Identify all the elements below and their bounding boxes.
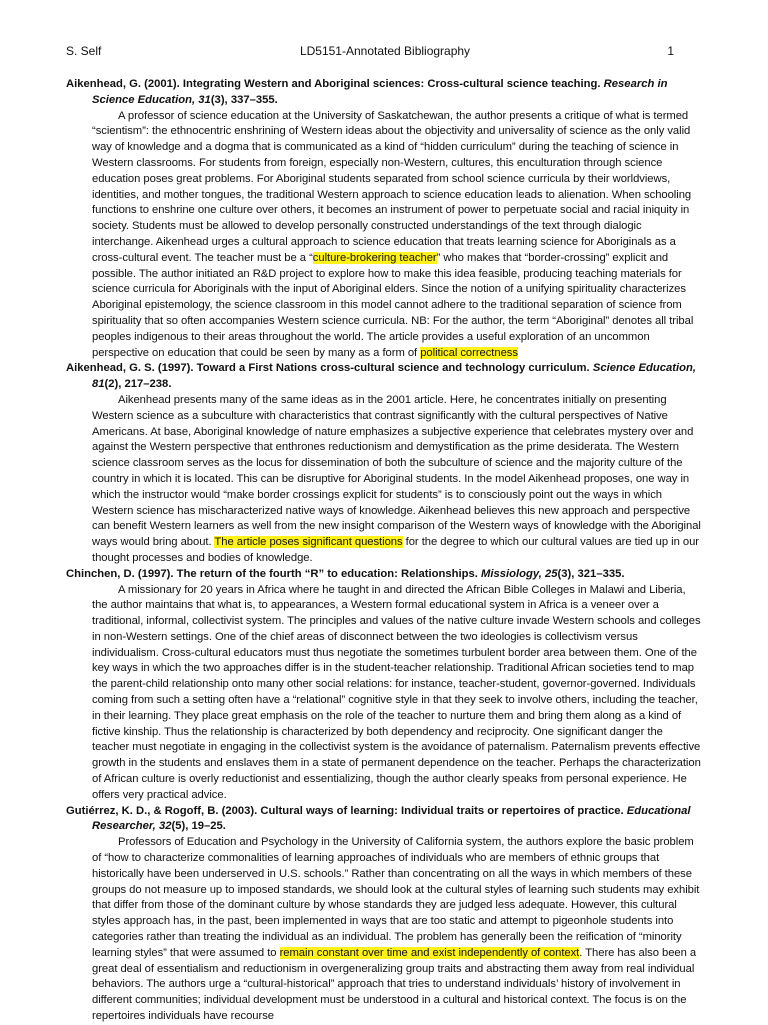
journal-name: Research in Science Education,: [92, 78, 668, 106]
bibliography-entry: [66, 361, 702, 566]
citation-text: Gutiérrez, K. D., & Rogoff, B. (2003). Cultural ways of learning: Individual traits or repertoires of practice.: [66, 804, 624, 817]
annotation-text: A missionary for 20 years in Africa where he taught in and directed the African Bible Colleges in Malawi and Liberia, the author maintains that what is, to appearances, a Western formal educational system in Africa is a veneer over a traditional, informal, collectivist system. The principles and values of the native culture invade Western schools and colleges in non-Western settings. One of the chief areas of disconnect between the two ideologies is collectivism versus individualism. Cross-cultural educators must thus negotiate the sometimes turbulent border area between them. One of the key ways in which the two approaches differ is in the student-teacher relationship. Traditional African societies tend to map the parent-child relationship onto many other social relations: for instance, teacher-student, governor-governed. Individuals coming from such a setting often have a “relational” cognitive style in that they seek to involve others, including the teacher, in their learning. They place great emphasis on the role of the teacher to nurture them and bring them along as a kind of fictive kinship. Thus the relationship is characterized by both dependency and reciprocity. One significant danger the teacher must negotiate in engaging in the collectivist system is the avoidance of paternalism. Paternalism prevents effective growth in the students and enslaves them in a state of permanent dependence on the teacher. Perhaps the characterization of African culture is overly reductionist and essentializing, though the author clearly speaks from personal experience. He offers very practical advice.: [92, 583, 701, 801]
citation-text: Aikenhead, G. S. (1997). Toward a First Nations cross-cultural science and technology curriculum.: [66, 362, 590, 375]
page-header: [66, 44, 702, 59]
bibliography-entry: [66, 567, 702, 804]
annotation-text: Professors of Education and Psychology in the University of California system, the authors explore the basic problem of “how to characterize commonalities of learning approaches of individuals who are members of ethnic groups that historically have been underserved in U.S. schools.” Rather than concentrating on all the ways in which members of these groups do not measure up to imposed standards, we should look at the cultural styles of learning such students may exhibit that differ from those of the dominant culture by whose standards they are judged less adequate. However, this cultural styles approach has, in the past, been implemented in ways that are too static and attempt to pigeonhole students into categories rather than treating the individual as an individual. The problem has generally been the reification of “minority learning styles” that were assumed to: [92, 836, 700, 959]
citation: [66, 361, 702, 393]
highlighted-text: The article poses significant questions: [214, 536, 403, 549]
citation-pages: (3), 321–335.: [557, 567, 625, 580]
citation: [66, 567, 702, 583]
citation-text: Chinchen, D. (1997). The return of the fourth “R” to education: Relationships.: [66, 567, 478, 580]
citation-pages: (2), 217–238.: [104, 378, 172, 391]
citation: [66, 77, 702, 109]
journal-name: Science Education,: [592, 362, 696, 375]
annotation-text: . There has also been a great deal of essentialism and reductionism in overgeneralizing group traits and abstracting them away from real individual behaviors. The authors urge a “cultural-historical” approach that tries to understand individuals’ history of involvement in different communities; individual development must be understood in a cultural and historical context. The focus is on the repertoires individuals have recourse: [92, 946, 697, 1023]
annotation-text: for the degree to which our cultural values are tied up in our thought processes and bodies of knowledge.: [92, 536, 699, 564]
annotation-text: Aikenhead presents many of the same ideas as in the 2001 article. Here, he concentrates initially on presenting Western science as a subculture with characteristics that contrast significantly with the cultural perspectives of Native Americans. At base, Aboriginal knowledge of nature emphasizes a subjective experience that celebrates mystery over and against the Western perspective that enthrones reductionism and demystification as the prime desiderata. The Western science classroom serves as the locus for dissemination of both the subculture of science and the majority culture of the country in which it is located. This can be disruptive for Aboriginal students. In the model Aikenhead proposes, one way in which the instructor would “make border crossings explicit for students” is to consciously point out the ways in which Western science has mischaracterized native ways of knowledge. Aikenhead believes this new approach and perspective can benefit Western learners as well from the new insight comparison of the Western ways of knowledge with the Aboriginal ways would bring about.: [92, 393, 701, 549]
journal-volume: 32: [158, 820, 172, 833]
citation-pages: (5), 19–25.: [171, 820, 226, 833]
author-header: S. Self: [66, 44, 102, 58]
bibliography-entry: [66, 77, 702, 361]
citation-text: Aikenhead, G. (2001). Integrating Western and Aboriginal sciences: Cross-cultural science teaching.: [66, 78, 601, 90]
document-title: LD5151-Annotated Bibliography: [299, 44, 471, 58]
annotation-text: A professor of science education at the University of Saskatchewan, the author presents a critique of what is termed “scientism”: the ethnocentric enshrining of Western ideas about the objectivity and universality of science as the only valid way of knowledge and a dogma that is communicated as a kind of “hidden curriculum” during the teaching of science in Western classrooms. For students from foreign, especially non-Western, cultures, this enculturation through science education poses great problems. For Aboriginal students separated from school science curricula by their worldviews, identities, and mother tongues, the traditional Western approach to science education leads to alienation. When schooling functions to enshrine one culture over others, it becomes an instrument of power to perpetuate social and racial iniquity in society. Students must be allowed to develop personally constructed understandings of the text through dialogic interchange. Aikenhead urges a cultural approach to science education that treats learning science for Aboriginals as a cross-cultural event. The teacher must be a “: [92, 109, 692, 264]
page-number: 1: [667, 44, 674, 58]
annotation: [66, 393, 702, 567]
highlighted-text: remain constant over time and exist independently of context: [279, 946, 580, 959]
highlighted-text: culture-brokering teacher: [312, 251, 437, 264]
journal-name: Missiology,: [481, 567, 542, 580]
journal-name: Educational Researcher,: [92, 804, 691, 833]
citation-pages: (3), 337–355.: [210, 93, 278, 106]
annotation: [66, 583, 702, 804]
bibliography-entry: [66, 804, 702, 1025]
journal-volume: 31: [198, 93, 211, 106]
journal-volume: 25: [545, 567, 558, 580]
annotation: [66, 109, 702, 362]
journal-volume: 81: [92, 378, 105, 391]
highlighted-text: political correctness: [420, 346, 518, 359]
annotation-text: ” who makes that “border-crossing” explicit and possible. The author initiated an R&D project to explore how to make this idea feasible, producing teaching materials for science curricula for Aboriginals with the input of Aboriginal elders. Since the notion of a unifying spirituality characterizes Aboriginal epistemology, the science classroom in this model cannot adhere to the traditional separation of science from spirituality that so often accompanies Western science curricula. NB: For the author, the term “Aboriginal” denotes all tribal peoples indigenous to their areas throughout the world. The article provides a useful exploration of an uncommon perspective on education that could be seen by many as a form of: [92, 251, 694, 359]
annotation: [66, 835, 702, 1025]
citation: [66, 804, 702, 836]
